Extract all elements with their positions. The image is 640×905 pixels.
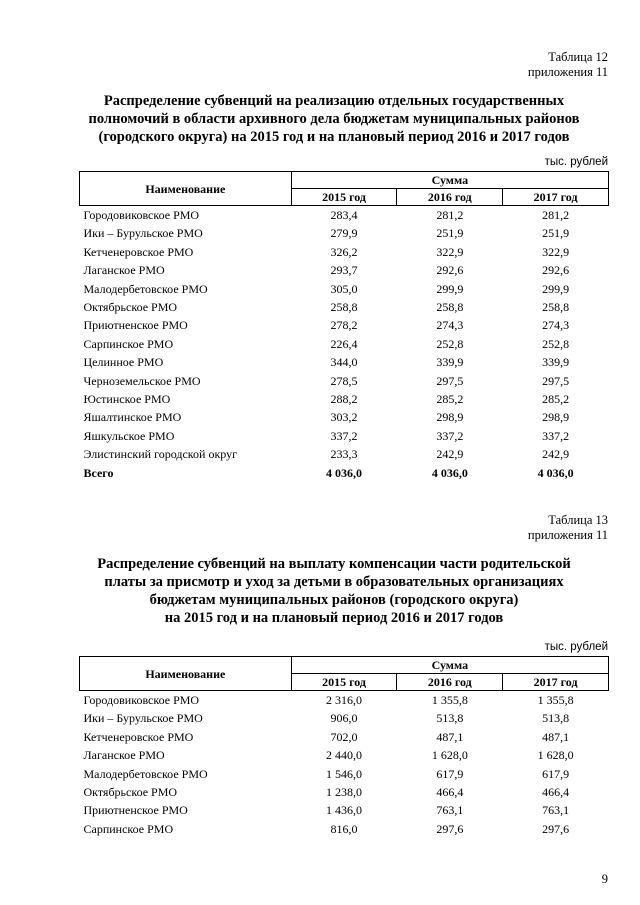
row-name-cell: Малодербетовское РМО — [83, 281, 208, 296]
table-row — [80, 280, 609, 298]
table-row — [80, 243, 609, 261]
col-sum-header: Сумма — [291, 657, 608, 674]
row-value-cell: 283,4 — [330, 208, 358, 222]
table12-title-line: полномочий в области архивного дела бюджетам муниципальных районов — [88, 111, 580, 127]
row-value-cell: 281,2 — [542, 208, 570, 222]
table13-title — [60, 555, 608, 627]
table-row — [80, 372, 609, 390]
table-row — [80, 427, 609, 445]
row-value-cell: 513,8 — [542, 711, 570, 726]
row-value-cell: 513,8 — [436, 711, 464, 726]
row-value-cell: 278,2 — [330, 318, 358, 333]
table12-ref-number: Таблица 12 — [548, 50, 608, 64]
row-value-cell: 1 436,0 — [326, 803, 363, 818]
row-value-cell: 2 316,0 — [326, 693, 363, 707]
table13-title-line: на 2015 год и на плановый период 2016 и 2017 годов — [164, 610, 504, 626]
table-row — [80, 316, 609, 334]
table-row — [80, 765, 609, 783]
total-label: Всего — [83, 465, 114, 480]
row-value-cell: 274,3 — [542, 318, 570, 333]
table13-ref-appendix: приложения 11 — [527, 528, 608, 542]
row-value-cell: 251,9 — [542, 226, 570, 241]
col-year-header: 2015 год — [291, 189, 397, 206]
row-value-cell: 303,2 — [330, 410, 358, 425]
row-value-cell: 617,9 — [542, 766, 570, 781]
row-name-cell: Лаганское РМО — [83, 748, 165, 763]
total-row — [80, 464, 609, 482]
row-value-cell: 293,7 — [330, 263, 358, 278]
page-number: 9 — [601, 872, 608, 886]
row-value-cell: 258,8 — [330, 300, 358, 315]
col-name-header: Наименование — [80, 657, 292, 691]
row-value-cell: 297,5 — [542, 373, 570, 388]
table12-units: тыс. рублей — [544, 156, 608, 168]
row-name-cell: Юстинское РМО — [83, 392, 171, 407]
row-name-cell: Сарпинское РМО — [83, 336, 174, 351]
table12-body — [80, 206, 609, 483]
row-name-cell: Элистинский городской округ — [83, 447, 238, 462]
row-name-cell: Октябрьское РМО — [83, 785, 178, 800]
row-name-cell: Ики – Бурульское РМО — [83, 711, 203, 726]
row-value-cell: 702,0 — [330, 729, 358, 744]
row-name-cell: Приютненское РМО — [83, 318, 188, 333]
table12-ref-appendix: приложения 11 — [527, 65, 608, 79]
row-value-cell: 617,9 — [436, 766, 464, 781]
row-value-cell: 322,9 — [436, 244, 464, 259]
row-value-cell: 305,0 — [330, 281, 358, 296]
row-value-cell: 292,6 — [436, 263, 464, 278]
row-value-cell: 252,8 — [436, 336, 464, 351]
table-row — [80, 445, 609, 463]
row-value-cell: 251,9 — [436, 226, 464, 241]
table-row — [80, 709, 609, 727]
table13-title-line: платы за присмотр и уход за детьми в образовательных организациях — [104, 574, 564, 590]
row-value-cell: 279,9 — [330, 226, 358, 241]
row-value-cell: 344,0 — [330, 355, 358, 370]
table-row — [80, 224, 609, 242]
row-value-cell: 337,2 — [436, 428, 464, 443]
row-value-cell: 1 546,0 — [326, 766, 363, 781]
row-value-cell: 297,6 — [436, 821, 464, 836]
col-year-header: 2016 год — [397, 189, 503, 206]
row-value-cell: 258,8 — [436, 300, 464, 315]
row-name-cell: Ики – Бурульское РМО — [83, 226, 203, 241]
row-value-cell: 326,2 — [330, 244, 358, 259]
row-value-cell: 487,1 — [436, 729, 464, 744]
row-value-cell: 466,4 — [542, 785, 570, 800]
table13-body — [80, 691, 609, 839]
row-value-cell: 763,1 — [436, 803, 464, 818]
row-value-cell: 466,4 — [436, 785, 464, 800]
row-name-cell: Кетченеровское РМО — [83, 244, 194, 259]
table12-title — [60, 92, 608, 146]
table-row — [80, 206, 609, 225]
row-name-cell: Сарпинское РМО — [83, 821, 174, 836]
row-name-cell: Городовиковское РМО — [83, 693, 200, 707]
row-value-cell: 487,1 — [542, 729, 570, 744]
col-year-header: 2016 год — [397, 674, 503, 691]
row-value-cell: 242,9 — [436, 447, 464, 462]
row-name-cell: Городовиковское РМО — [83, 208, 200, 222]
row-value-cell: 1 355,8 — [537, 693, 574, 707]
row-value-cell: 292,6 — [542, 263, 570, 278]
row-value-cell: 233,3 — [330, 447, 358, 462]
row-value-cell: 337,2 — [330, 428, 358, 443]
row-value-cell: 252,8 — [542, 336, 570, 351]
row-value-cell: 281,2 — [436, 208, 464, 222]
col-year-header: 2017 год — [503, 189, 609, 206]
row-value-cell: 299,9 — [436, 281, 464, 296]
table12-title-line: (городского округа) на 2015 год и на плановый период 2016 и 2017 годов — [98, 129, 570, 145]
row-value-cell: 258,8 — [542, 300, 570, 315]
row-name-cell: Яшкульское РМО — [83, 428, 175, 443]
table12-title-line: Распределение субвенций на реализацию отдельных государственных — [103, 93, 565, 109]
row-value-cell: 816,0 — [330, 821, 358, 836]
row-value-cell: 337,2 — [542, 428, 570, 443]
row-name-cell: Целинное РМО — [83, 355, 164, 370]
row-value-cell: 339,9 — [436, 355, 464, 370]
table-row — [80, 820, 609, 838]
table13-reference — [528, 513, 608, 543]
table13-units: тыс. рублей — [544, 641, 608, 653]
table12-reference — [528, 50, 608, 80]
total-value: 4 036,0 — [537, 465, 574, 480]
row-value-cell: 1 355,8 — [431, 693, 468, 707]
col-sum-header: Сумма — [291, 172, 608, 189]
row-value-cell: 285,2 — [436, 392, 464, 407]
row-name-cell: Черноземельское РМО — [83, 373, 201, 388]
row-name-cell: Малодербетовское РМО — [83, 766, 208, 781]
row-value-cell: 297,6 — [542, 821, 570, 836]
row-value-cell: 226,4 — [330, 336, 358, 351]
table13 — [79, 656, 609, 838]
row-value-cell: 299,9 — [542, 281, 570, 296]
row-name-cell: Приютненское РМО — [83, 803, 188, 818]
table-row — [80, 298, 609, 316]
total-value: 4 036,0 — [431, 465, 468, 480]
table-row — [80, 335, 609, 353]
table-row — [80, 728, 609, 746]
row-value-cell: 288,2 — [330, 392, 358, 407]
row-value-cell: 298,9 — [542, 410, 570, 425]
row-value-cell: 242,9 — [542, 447, 570, 462]
row-name-cell: Яшалтинское РМО — [83, 410, 182, 425]
table-row — [80, 408, 609, 426]
table12 — [79, 171, 609, 482]
row-name-cell: Лаганское РМО — [83, 263, 165, 278]
row-value-cell: 2 440,0 — [326, 748, 363, 763]
table-row — [80, 783, 609, 801]
row-name-cell: Октябрьское РМО — [83, 300, 178, 315]
row-value-cell: 339,9 — [542, 355, 570, 370]
row-value-cell: 274,3 — [436, 318, 464, 333]
row-value-cell: 1 628,0 — [537, 748, 574, 763]
row-value-cell: 1 238,0 — [326, 785, 363, 800]
table-row — [80, 353, 609, 371]
table-row — [80, 801, 609, 819]
total-value: 4 036,0 — [326, 465, 363, 480]
row-value-cell: 322,9 — [542, 244, 570, 259]
table-row — [80, 261, 609, 279]
col-year-header: 2017 год — [503, 674, 609, 691]
table13-title-line: бюджетам муниципальных районов (городского округа) — [149, 592, 519, 608]
row-value-cell: 906,0 — [330, 711, 358, 726]
table-row — [80, 746, 609, 764]
row-value-cell: 298,9 — [436, 410, 464, 425]
table-row — [80, 691, 609, 710]
row-name-cell: Кетченеровское РМО — [83, 729, 194, 744]
table13-ref-number: Таблица 13 — [548, 513, 608, 527]
table13-title-line: Распределение субвенций на выплату компенсации части родительской — [97, 556, 571, 572]
row-value-cell: 278,5 — [330, 373, 358, 388]
row-value-cell: 285,2 — [542, 392, 570, 407]
table-row — [80, 390, 609, 408]
col-year-header: 2015 год — [291, 674, 397, 691]
row-value-cell: 763,1 — [542, 803, 570, 818]
col-name-header: Наименование — [80, 172, 292, 206]
row-value-cell: 1 628,0 — [431, 748, 468, 763]
row-value-cell: 297,5 — [436, 373, 464, 388]
